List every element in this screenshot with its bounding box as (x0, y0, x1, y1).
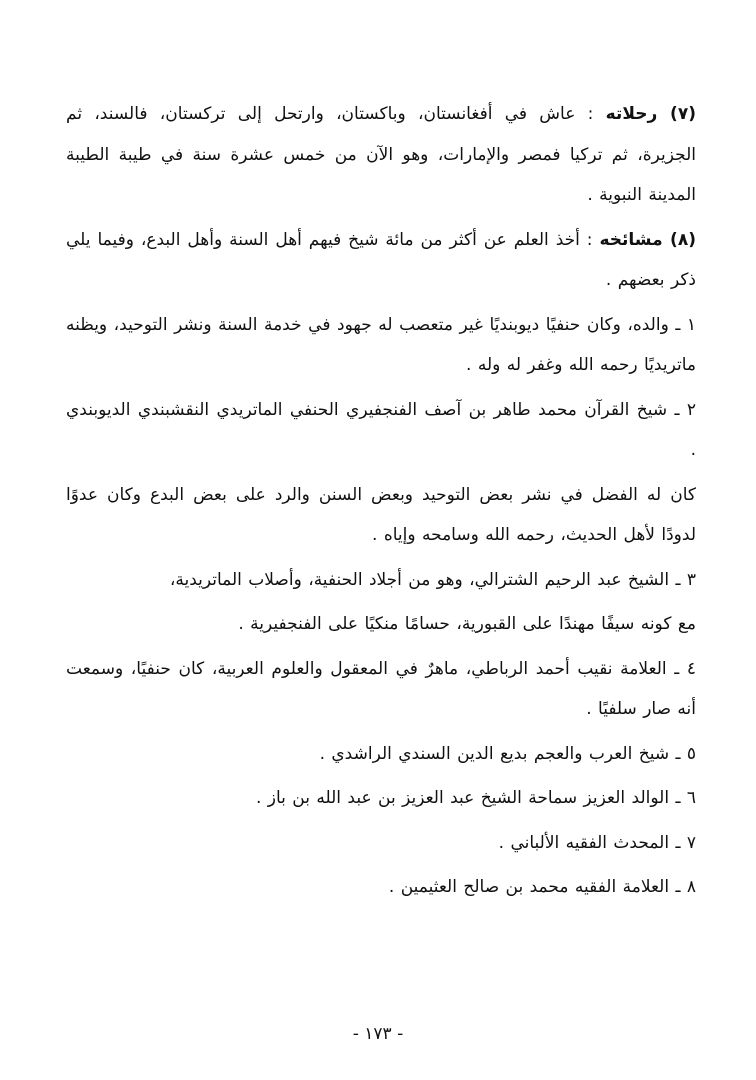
teacher-item-6: ٦ ـ الوالد العزيز سماحة الشيخ عبد العزيز بن عبد الله بن باز . (255, 788, 696, 808)
teacher-item-5: ٥ ـ شيخ العرب والعجم بديع الدين السندي الراشدي . (319, 743, 696, 764)
section-teachers (66, 220, 718, 301)
teacher-item-2: ٢ ـ شيخ القرآن محمد طاهر بن آصف الفنجفيري الحنفي الماتريدي النقشبندي الديوبندي . (66, 399, 696, 460)
page-body (66, 94, 718, 908)
teacher-item-3-note: مع كونه سيفًا مهندًا على القبورية، حسامًا منكيًا على الفنجفيرية . (238, 614, 696, 634)
page-number: - ١٧٣ - (352, 1024, 404, 1044)
section-heading-teachers: (٨) مشائخه (599, 229, 696, 250)
teacher-item-1: ١ ـ والده، وكان حنفيًا ديوبنديًا غير متعصب له جهود في خدمة السنة ونشر التوحيد، ويظنه ماتريديًا رحمه الله وغفر له وله . (66, 314, 696, 375)
section-travels (66, 94, 718, 216)
teacher-item-7: ٧ ـ المحدث الفقيه الألباني . (498, 832, 696, 853)
teacher-item-3: ٣ ـ الشيخ عبد الرحيم الشترالي، وهو من أجلاد الحنفية، وأصلاب الماتريدية، (169, 569, 696, 590)
teacher-item-2-note: كان له الفضل في نشر بعض التوحيد وبعض السنن والرد على بعض البدع وكان عدوًا لدودًا لأهل الحديث، رحمه الله وسامحه وإياه . (66, 484, 696, 545)
section-text-travels: : عاش في أفغانستان، وباكستان، وارتحل إلى تركستان، فالسند، ثم الجزيرة، ثم تركيا فمصر والإمارات، وهو الآن من خمس عشرة سنة في طيبة الطيبة المدينة النبوية . (66, 104, 696, 205)
section-heading-travels: (٧) رحلاته (605, 104, 696, 124)
section-text-teachers: : أخذ العلم عن أكثر من مائة شيخ فيهم أهل السنة وأهل البدع، وفيما يلي ذكر بعضهم . (66, 229, 696, 290)
teacher-item-4: ٤ ـ العلامة نقيب أحمد الرباطي، ماهرٌ في المعقول والعلوم العربية، كان حنفيًا، وسمعت أنه صار سلفيًا . (66, 658, 696, 719)
teacher-item-8: ٨ ـ العلامة الفقيه محمد بن صالح العثيمين . (388, 877, 696, 897)
